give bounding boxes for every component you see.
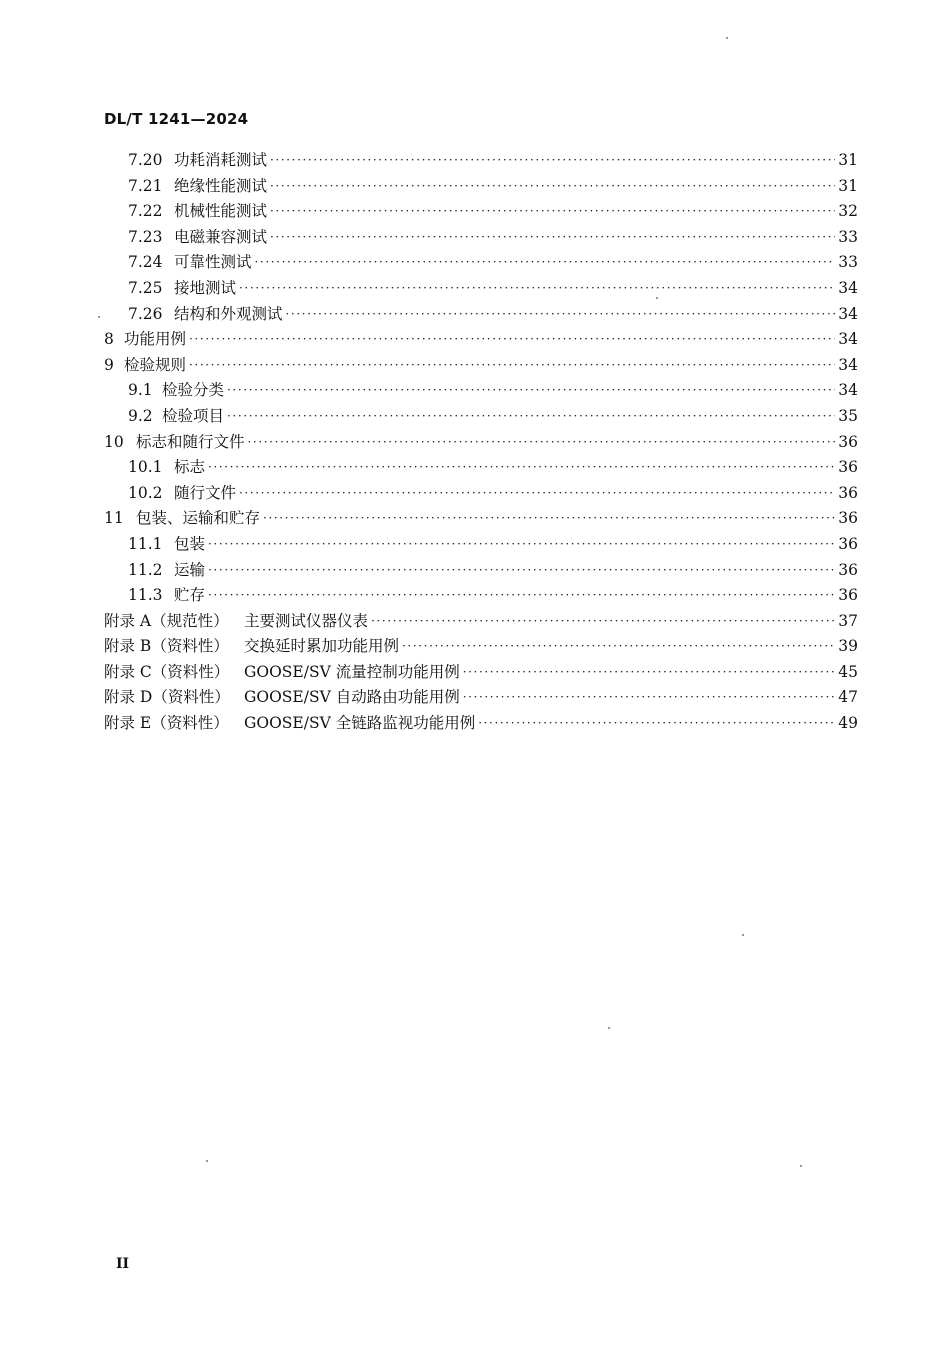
toc-entry-title: 标志 <box>174 458 206 477</box>
toc-entry-page: 34 <box>838 304 858 323</box>
toc-entry-11-2[interactable] <box>128 558 858 584</box>
toc-appendix-b[interactable] <box>104 634 858 660</box>
toc-entry-number: 11 <box>104 509 124 528</box>
dot-leader <box>255 250 836 276</box>
appendix-title: GOOSE/SV 自动路由功能用例 <box>244 688 460 707</box>
toc-entry-page: 36 <box>838 509 858 528</box>
toc-entry-title: 绝缘性能测试 <box>174 176 268 195</box>
appendix-page: 39 <box>838 637 858 656</box>
toc-entry-11[interactable] <box>104 506 858 532</box>
appendix-title: GOOSE/SV 全链路监视功能用例 <box>244 714 476 733</box>
toc-appendix-c[interactable] <box>104 660 858 686</box>
toc-entry-page: 31 <box>838 151 858 169</box>
toc-appendix-e[interactable] <box>104 711 858 737</box>
toc-appendix-a[interactable] <box>104 609 858 635</box>
dot-leader <box>463 685 836 711</box>
toc-entry-number: 7.21 <box>128 176 163 195</box>
toc-entry-page: 34 <box>838 381 858 400</box>
toc-entry-title: 结构和外观测试 <box>174 304 283 323</box>
toc-entry-number: 7.20 <box>128 151 163 169</box>
scan-speck <box>742 934 744 936</box>
toc-entry-title: 功能用例 <box>124 330 187 349</box>
toc-entry-title: 接地测试 <box>174 278 237 297</box>
dot-leader <box>286 302 836 328</box>
toc-entry-number: 7.23 <box>128 227 163 246</box>
toc-entry-7-21[interactable] <box>128 174 858 200</box>
toc-entry-10[interactable] <box>104 430 858 456</box>
dot-leader <box>208 455 835 481</box>
dot-leader <box>270 174 835 200</box>
scan-speck <box>726 37 728 39</box>
toc-entry-number: 10.2 <box>128 483 163 502</box>
toc-entry-number: 11.3 <box>128 586 163 605</box>
dot-leader <box>371 609 835 635</box>
toc-entry-page: 36 <box>838 483 858 502</box>
toc-entry-number: 7.25 <box>128 278 163 297</box>
appendix-page: 45 <box>838 662 858 681</box>
toc-entry-title: 运输 <box>174 560 206 579</box>
dot-leader <box>189 327 835 353</box>
toc-entry-page: 36 <box>838 432 858 451</box>
toc-entry-7-23[interactable] <box>128 225 858 251</box>
toc-entry-7-20[interactable] <box>128 148 858 174</box>
scan-speck <box>206 1160 208 1162</box>
scan-speck <box>800 1165 802 1167</box>
dot-leader <box>463 660 836 686</box>
toc-entry-page: 34 <box>838 355 858 374</box>
toc-entry-page: 31 <box>838 176 858 195</box>
toc-entry-8[interactable] <box>104 327 858 353</box>
toc-entry-page: 36 <box>838 560 858 579</box>
dot-leader <box>263 506 835 532</box>
toc-entry-page: 34 <box>838 278 858 297</box>
dot-leader <box>402 634 835 660</box>
toc-entry-title: 包装 <box>174 534 206 553</box>
dot-leader <box>270 148 835 174</box>
appendix-page: 49 <box>838 714 858 733</box>
toc-entry-page: 33 <box>838 253 858 272</box>
toc-entry-page: 34 <box>838 330 858 349</box>
dot-leader <box>227 378 835 404</box>
toc-entry-7-26[interactable] <box>128 302 858 328</box>
toc-entry-11-1[interactable] <box>128 532 858 558</box>
toc-entry-page: 35 <box>838 406 858 425</box>
appendix-label: 附录 D（资料性） <box>104 688 230 707</box>
dot-leader <box>227 404 835 430</box>
dot-leader <box>239 481 835 507</box>
toc-entry-page: 36 <box>838 534 858 553</box>
document-id-header: DL/T 1241—2024 <box>104 110 249 128</box>
appendix-label: 附录 A（规范性） <box>104 611 229 630</box>
toc-entry-title: 机械性能测试 <box>174 202 268 221</box>
dot-leader <box>208 558 835 584</box>
toc-entry-page: 32 <box>838 202 858 221</box>
toc-entry-title: 检验项目 <box>162 406 225 425</box>
page-number: II <box>116 1256 130 1272</box>
toc-entry-number: 9 <box>104 355 114 374</box>
appendix-label: 附录 B（资料性） <box>104 637 229 656</box>
toc-entry-number: 11.1 <box>128 534 163 553</box>
dot-leader <box>208 583 835 609</box>
toc-entry-10-1[interactable] <box>128 455 858 481</box>
toc-entry-title: 电磁兼容测试 <box>174 227 268 246</box>
toc-entry-title: 标志和随行文件 <box>136 432 245 451</box>
toc-entry-title: 随行文件 <box>174 483 237 502</box>
toc-entry-title: 检验分类 <box>162 381 225 400</box>
appendix-label: 附录 E（资料性） <box>104 714 229 733</box>
toc-entry-7-25[interactable] <box>128 276 858 302</box>
toc-entry-number: 9.2 <box>128 406 153 425</box>
appendix-page: 47 <box>838 688 858 707</box>
toc-entry-page: 33 <box>838 227 858 246</box>
toc-entry-9[interactable] <box>104 353 858 379</box>
toc-entry-number: 11.2 <box>128 560 163 579</box>
toc-entry-number: 9.1 <box>128 381 153 400</box>
scan-speck <box>98 316 100 318</box>
scan-speck <box>608 1027 610 1029</box>
scan-speck <box>656 297 658 299</box>
toc-entry-number: 7.24 <box>128 253 163 272</box>
appendix-title: GOOSE/SV 流量控制功能用例 <box>244 662 460 681</box>
toc-entry-title: 功耗消耗测试 <box>174 151 268 169</box>
toc-entry-page: 36 <box>838 586 858 605</box>
toc-entry-title: 检验规则 <box>124 355 187 374</box>
dot-leader <box>270 225 835 251</box>
dot-leader <box>239 276 835 302</box>
dot-leader <box>189 353 835 379</box>
toc-entry-number: 7.22 <box>128 202 163 221</box>
toc-entry-number: 10 <box>104 432 124 451</box>
table-of-contents <box>104 148 858 737</box>
dot-leader <box>208 532 835 558</box>
appendix-label: 附录 C（资料性） <box>104 662 230 681</box>
toc-entry-title: 可靠性测试 <box>174 253 252 272</box>
toc-entry-number: 7.26 <box>128 304 163 323</box>
appendix-title: 主要测试仪器仪表 <box>244 611 369 630</box>
toc-entry-7-24[interactable] <box>128 250 858 276</box>
toc-entry-number: 8 <box>104 330 114 349</box>
dot-leader <box>248 430 836 456</box>
appendix-title: 交换延时累加功能用例 <box>244 637 400 656</box>
toc-entry-7-22[interactable] <box>128 199 858 225</box>
toc-entry-9-1[interactable] <box>128 378 858 404</box>
toc-entry-title: 包装、运输和贮存 <box>136 509 261 528</box>
dot-leader <box>478 711 835 737</box>
toc-entry-number: 10.1 <box>128 458 163 477</box>
toc-entry-11-3[interactable] <box>128 583 858 609</box>
toc-entry-page: 36 <box>838 458 858 477</box>
toc-appendix-d[interactable] <box>104 685 858 711</box>
toc-entry-9-2[interactable] <box>128 404 858 430</box>
dot-leader <box>270 199 835 225</box>
appendix-page: 37 <box>838 611 858 630</box>
toc-entry-10-2[interactable] <box>128 481 858 507</box>
toc-entry-title: 贮存 <box>174 586 206 605</box>
